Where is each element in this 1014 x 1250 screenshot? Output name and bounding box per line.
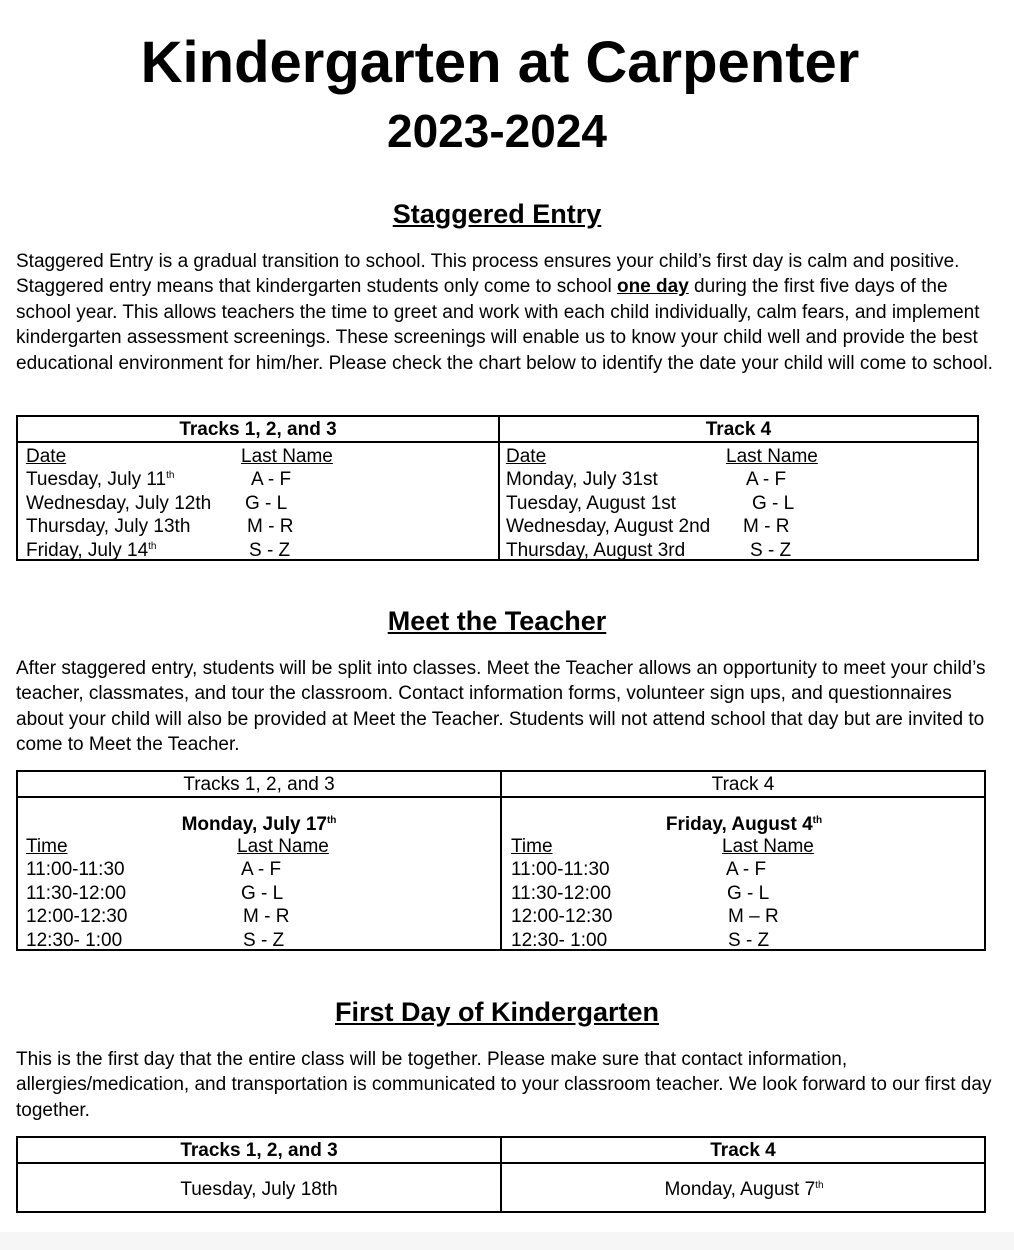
first-day-table — [16, 1136, 986, 1213]
meet-the-teacher-paragraph: After staggered entry, students will be split into classes. Meet the Teacher allows an opportunity to meet your child’s teacher, classmates, and tour the classroom. Contact information forms, volunteer sign ups, and questionnaires about your child will also be provided at Meet the Teacher. Students will not attend school that day but are invited to come to Meet the Teacher. — [16, 658, 986, 756]
staggered-text-part2: during the first five days of the school year. This allows teachers the time to greet and work with each child individually, calm fears, and implement kindergarten assessment screenings. These screenings will enable us to know your child well and provide the best educational environment for him/her. Please check the chart below to identify the date your child will come to school. — [16, 276, 993, 374]
meet-right-header: Track 4 — [502, 772, 984, 798]
date-column-header: Date — [506, 446, 547, 467]
name-range: M - R — [243, 906, 290, 928]
staggered-right-names — [726, 445, 818, 562]
staggered-entry-heading: Staggered Entry — [392, 199, 602, 229]
last-name-column-header: Last Name — [726, 446, 818, 467]
meet-left-names — [237, 835, 329, 952]
first-day-heading: First Day of Kindergarten — [334, 997, 660, 1027]
first-day-paragraph: This is the first day that the entire class will be together. Please make sure that contact information, allergies/medication, and transportation is communicated to your classroom teacher. We look forward to our first day together. — [16, 1049, 992, 1121]
page-title: Kindergarten at Carpenter — [140, 30, 860, 95]
name-range: S - Z — [243, 929, 285, 951]
date-column-header: Date — [26, 446, 67, 467]
table-row: Friday, July 14th — [26, 539, 157, 561]
staggered-right-dates — [506, 445, 710, 562]
table-row: 11:30-12:00 — [511, 882, 612, 904]
table-row: Thursday, July 13th — [26, 516, 191, 538]
table-row: 11:30-12:00 — [26, 882, 127, 904]
meet-the-teacher-table — [16, 770, 986, 951]
table-row: Tuesday, August 1st — [506, 492, 677, 514]
name-range: S - Z — [750, 539, 792, 561]
staggered-left-names — [241, 445, 333, 562]
name-range: M - R — [247, 516, 294, 538]
first-day-left-date: Tuesday, July 18th — [180, 1179, 338, 1200]
name-range: G - L — [241, 882, 284, 904]
staggered-left-dates — [26, 445, 211, 562]
name-range: M - R — [743, 516, 790, 538]
table-row: Wednesday, August 2nd — [506, 516, 711, 538]
meet-right-date: Friday, August 4th — [665, 814, 823, 835]
name-range: G - L — [245, 492, 288, 514]
name-range: A - F — [251, 469, 292, 491]
table-row: Tuesday, July 11th — [26, 469, 175, 491]
name-range: A - F — [241, 859, 282, 881]
time-column-header: Time — [26, 836, 68, 857]
table-divider — [500, 772, 502, 949]
first-day-right-header: Track 4 — [502, 1138, 984, 1164]
page-bottom-edge — [0, 1232, 1014, 1250]
meet-left-header: Tracks 1, 2, and 3 — [18, 772, 500, 798]
last-name-column-header: Last Name — [241, 446, 333, 467]
first-day-right-date: Monday, August 7th — [664, 1179, 824, 1200]
table-row: Thursday, August 3rd — [506, 539, 686, 561]
table-row: Monday, July 31st — [506, 469, 658, 491]
table-divider — [498, 417, 500, 559]
name-range: A - F — [726, 859, 767, 881]
staggered-entry-table — [16, 415, 979, 561]
meet-left-date: Monday, July 17th — [181, 814, 337, 835]
table-row: Wednesday, July 12th — [26, 492, 212, 514]
table-row: 11:00-11:30 — [511, 859, 610, 881]
name-range: G - L — [752, 492, 795, 514]
one-day-emphasis: one day — [616, 276, 689, 298]
name-range: M – R — [728, 906, 779, 928]
name-range: A - F — [746, 469, 787, 491]
last-name-column-header: Last Name — [237, 836, 329, 857]
table-row: 11:00-11:30 — [26, 859, 125, 881]
table-row: 12:00-12:30 — [26, 906, 128, 928]
table-row: 12:30- 1:00 — [511, 929, 608, 951]
name-range: G - L — [727, 882, 770, 904]
staggered-right-header: Track 4 — [500, 417, 977, 443]
meet-right-names — [722, 835, 814, 952]
meet-left-times — [26, 835, 127, 952]
table-row: 12:30- 1:00 — [26, 929, 123, 951]
meet-right-times — [511, 835, 612, 952]
time-column-header: Time — [511, 836, 553, 857]
staggered-text-part1: Staggered Entry is a gradual transition to school. This process ensures your child’s first day is calm and positive. Staggered entry means that kindergarten students only come to school — [16, 251, 960, 298]
meet-the-teacher-heading: Meet the Teacher — [387, 606, 607, 636]
name-range: S - Z — [249, 539, 291, 561]
staggered-left-header: Tracks 1, 2, and 3 — [18, 417, 498, 443]
table-row: 12:00-12:30 — [511, 906, 613, 928]
first-day-left-header: Tracks 1, 2, and 3 — [18, 1138, 500, 1164]
last-name-column-header: Last Name — [722, 836, 814, 857]
name-range: S - Z — [728, 929, 770, 951]
school-year: 2023-2024 — [387, 105, 607, 157]
staggered-entry-paragraph — [16, 249, 996, 376]
